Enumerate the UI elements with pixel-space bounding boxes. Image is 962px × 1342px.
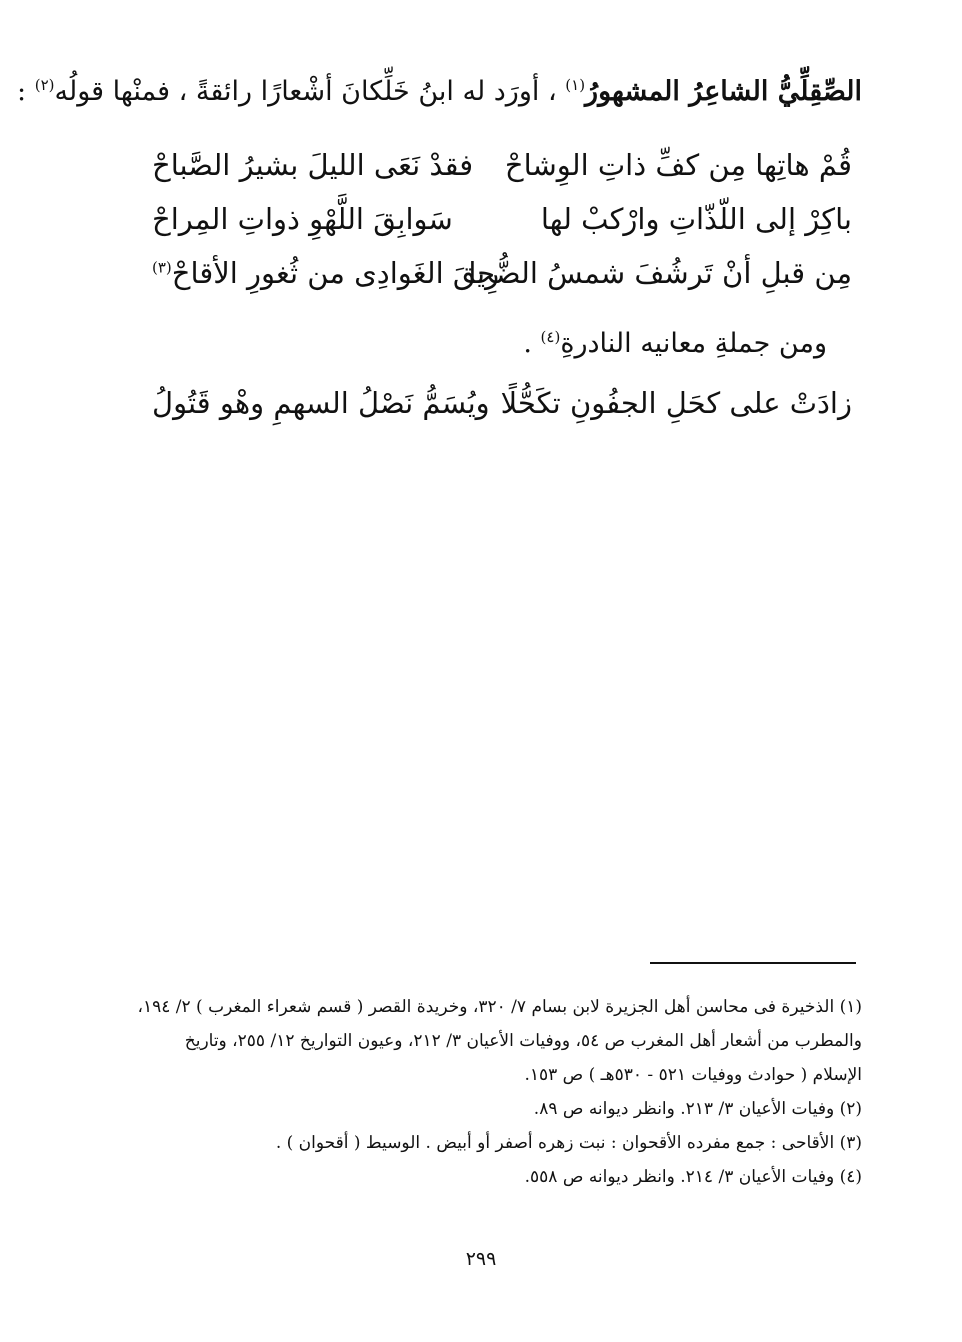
footnote-line: والمطرب من أشعار أهل المغرب ص ٥٤، ووفيات الأعيان ٣/ ٢١٢، وعيون التواريخ ١٢/ ٢٥٥، وتاريخ <box>184 1031 862 1051</box>
hemistich-second: رِيقَ الغَوادِى من ثُغورِ الأقاحْ <box>171 256 500 290</box>
hemistich-second-with-ref <box>152 248 499 298</box>
poem1-verse-3 <box>152 248 852 298</box>
footnote-separator <box>650 962 856 964</box>
footnote-line: (٤) وفيات الأعيان ٣/ ٢١٤. وانظر ديوانه ص ٥٥٨. <box>524 1167 862 1187</box>
footnote-ref-2: (٢) <box>34 76 55 94</box>
hemistich-first: باكِرْ إلى اللّذّاتِ وارْكبْ لها <box>540 202 852 236</box>
prose-end: . <box>523 328 532 359</box>
intro-text: ، أورَد له ابنُ خَلِّكانَ أشْعارًا رائقةً ، فمنْها قولُه <box>54 76 557 107</box>
footnote-ref-3: (٣) <box>152 258 172 277</box>
hemistich-second: فقدْ نَعَى الليلَ بشيرُ الصَّباحْ <box>152 148 474 182</box>
hemistich-first: مِن قبلِ أنْ تَرشُفَ شمسُ الضُّحا <box>468 256 852 290</box>
footnote-line: الإسلام ( حوادث ووفيات ٥٢١ - ٥٣٠هـ ) ص ١٥٣. <box>524 1065 862 1085</box>
hemistich-first: زادَتْ على كحَلِ الجفُونِ تكَحُّلًا <box>500 386 852 420</box>
intro-colon: : <box>17 76 27 107</box>
prose-line <box>523 322 827 366</box>
hemistich-second: ويُسَمُّ نَصْلُ السهمِ وهْو قَتُولُ <box>152 386 490 420</box>
hemistich-second: سَوابِقَ اللَّهْوِ ذواتِ المِراحْ <box>152 202 453 236</box>
footnote-line: (٣) الأقاحى : جمع مفرده الأقحوان : نبت زهره أصفر أو أبيض . الوسيط ( أقحوان ) . <box>275 1133 862 1153</box>
footnotes <box>137 990 862 1194</box>
poem1-verse-1 <box>152 140 852 190</box>
prose-text: ومن جملةِ معانيه النادرةِ <box>560 328 827 359</box>
page-number: ٢٩٩ <box>465 1248 497 1270</box>
poem1-verse-2 <box>152 194 852 244</box>
poem2-verse-1 <box>152 378 852 428</box>
footnote-line: (١) الذخيرة فى محاسن أهل الجزيرة لابن بسام ٧/ ٣٢٠، وخريدة القصر ( قسم شعراء المغرب ) ٢/ ١٩٤، <box>137 997 862 1017</box>
intro-line <box>17 72 862 112</box>
footnote-ref-1: (١) <box>565 76 586 94</box>
hemistich-first: قُمْ هاتِها مِن كفِّ ذاتِ الوِشاحْ <box>504 148 852 182</box>
poet-title: الصِّقِلِّيُّ الشاعِرُ المشهورُ <box>585 76 862 107</box>
footnote-line: (٢) وفيات الأعيان ٣/ ٢١٣. وانظر ديوانه ص ٨٩. <box>533 1099 862 1119</box>
footnote-ref-4: (٤) <box>540 328 561 346</box>
